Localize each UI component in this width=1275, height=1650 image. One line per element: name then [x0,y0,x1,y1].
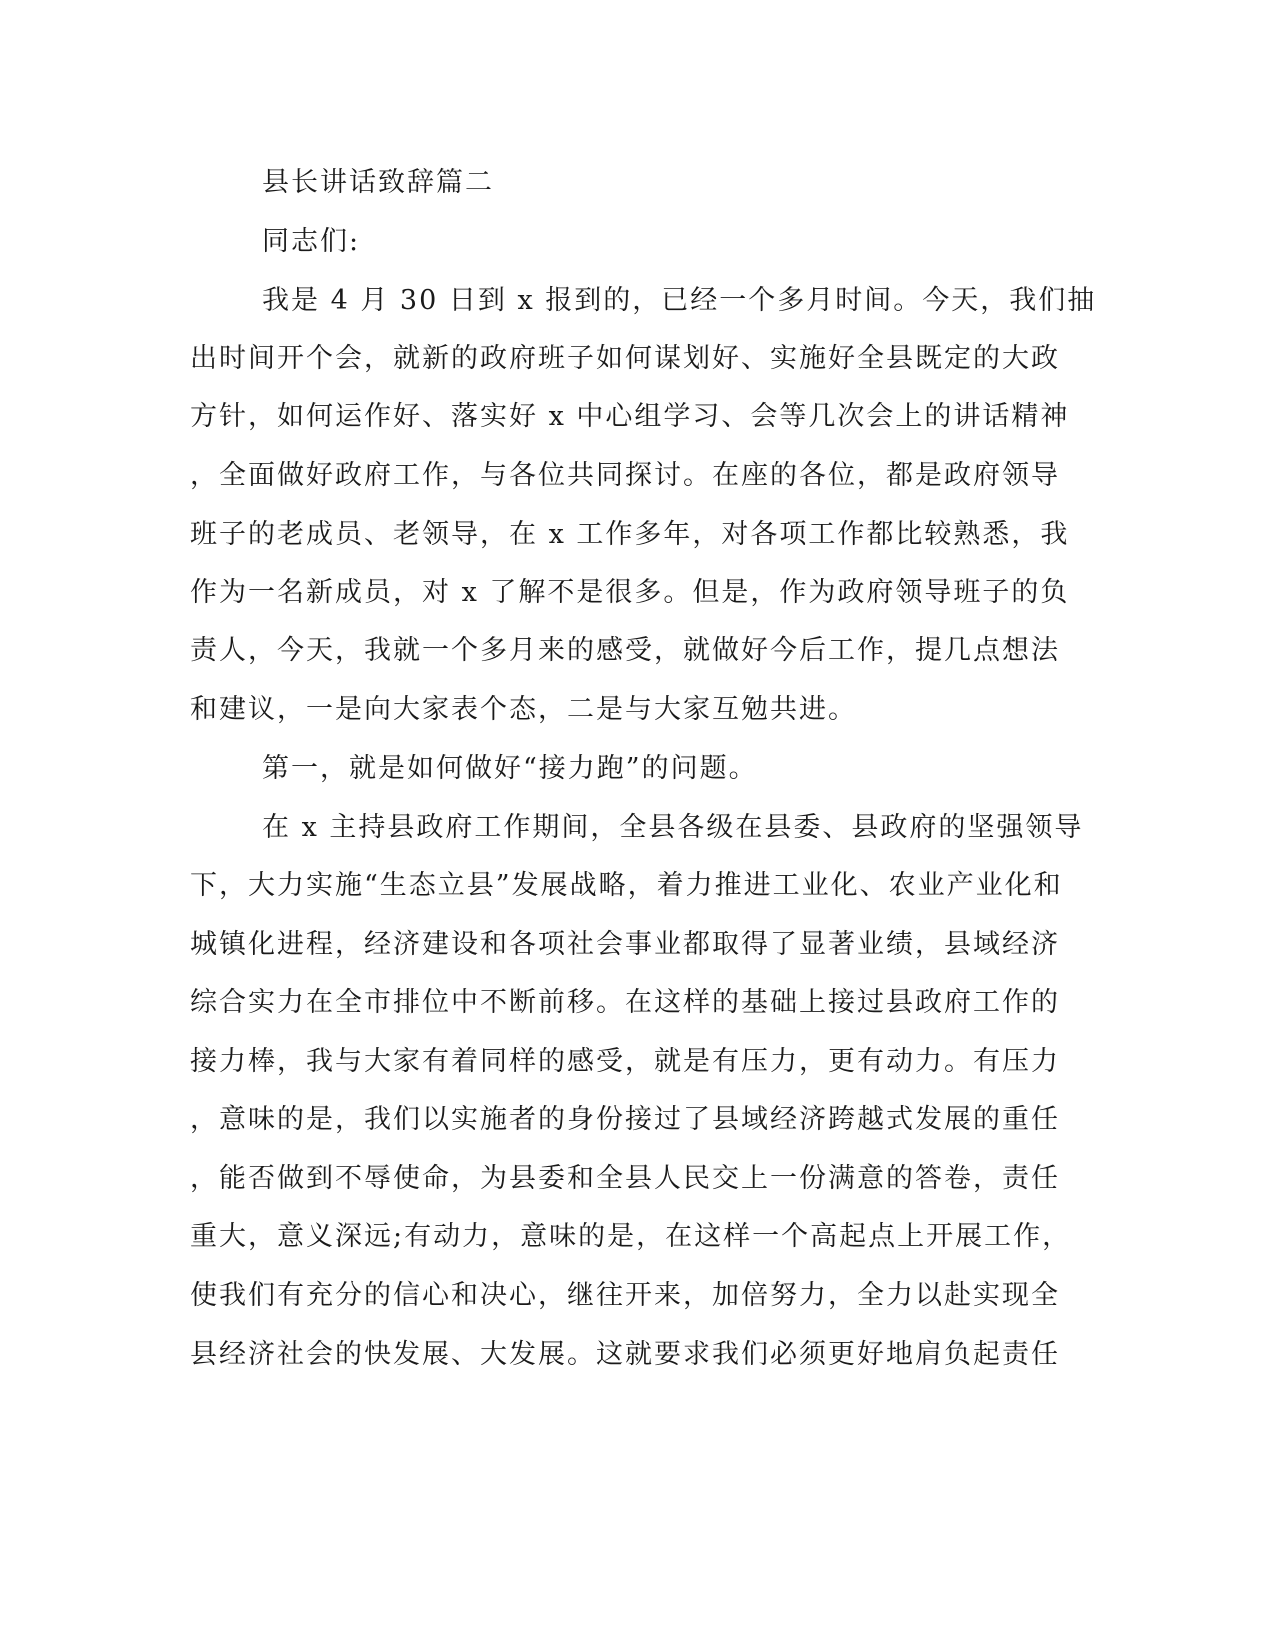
paragraph-line: 责人，今天，我就一个多月来的感受，就做好今后工作，提几点想法 [190,635,1060,666]
paragraph-line: ，全面做好政府工作，与各位共同探讨。在座的各位，都是政府领导 [190,460,1060,491]
paragraph-line: 和建议，一是向大家表个态，二是与大家互勉共进。 [190,694,857,725]
paragraph-line: 接力棒，我与大家有着同样的感受，就是有压力，更有动力。有压力 [190,1046,1060,1077]
paragraph-line: 县经济社会的快发展、大发展。这就要求我们必须更好地肩负起责任 [190,1339,1060,1370]
paragraph-line: ，能否做到不辱使命，为县委和全县人民交上一份满意的答卷，责任 [190,1163,1060,1194]
paragraph-line: 作为一名新成员，对 x 了解不是很多。但是，作为政府领导班子的负 [190,577,1070,608]
section-heading: 第一，就是如何做好“接力跑”的问题。 [262,753,758,784]
paragraph-line: 在 x 主持县政府工作期间，全县各级在县委、县政府的坚强领导 [262,812,1084,843]
paragraph-line: 下，大力实施“生态立县”发展战略，着力推进工业化、农业产业化和 [190,870,1063,901]
paragraph-line: 城镇化进程，经济建设和各项社会事业都取得了显著业绩，县域经济 [190,929,1060,960]
paragraph-line: 方针，如何运作好、落实好 x 中心组学习、会等几次会上的讲话精神 [190,401,1070,432]
paragraph-line: 出时间开个会，就新的政府班子如何谋划好、实施好全县既定的大政 [190,343,1060,374]
paragraph-line: 综合实力在全市排位中不断前移。在这样的基础上接过县政府工作的 [190,987,1060,1018]
salutation: 同志们: [262,226,361,257]
document-title: 县长讲话致辞篇二 [262,167,494,198]
paragraph-line: 我是 4 月 30 日到 x 报到的，已经一个多月时间。今天，我们抽 [262,285,1097,316]
paragraph-line: 重大，意义深远;有动力，意味的是，在这样一个高起点上开展工作， [190,1221,1072,1252]
paragraph-line: 使我们有充分的信心和决心，继往开来，加倍努力，全力以赴实现全 [190,1280,1060,1311]
paragraph-line: 班子的老成员、老领导，在 x 工作多年，对各项工作都比较熟悉，我 [190,519,1070,550]
paragraph-line: ，意味的是，我们以实施者的身份接过了县域经济跨越式发展的重任 [190,1104,1060,1135]
